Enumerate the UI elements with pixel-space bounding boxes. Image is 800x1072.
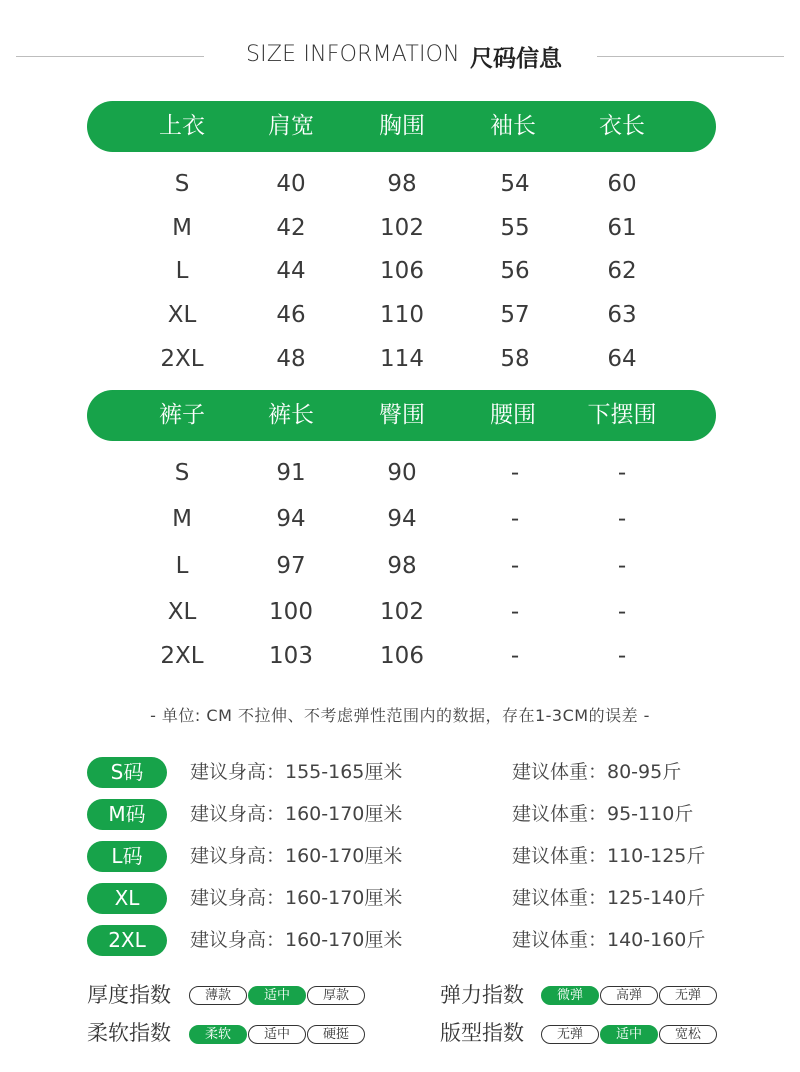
top-table-cell: 42 <box>276 215 306 241</box>
pants-table-cell: 102 <box>380 599 424 625</box>
pants-header-cell: 下摆围 <box>587 402 657 428</box>
weight-recommendation: 建议体重：110-125斤 <box>512 845 706 867</box>
pants-table-cell: - <box>510 553 520 579</box>
top-table-cell: S <box>174 171 190 197</box>
top-table-cell: 110 <box>380 302 424 328</box>
size-badge: XL <box>87 883 167 914</box>
fit-index-label: 版型指数 <box>440 1021 524 1045</box>
pants-table-cell: - <box>617 553 627 579</box>
thickness-option: 厚款 <box>307 986 365 1005</box>
elasticity-option: 微弹 <box>541 986 599 1005</box>
top-table-cell: 48 <box>276 346 306 372</box>
pants-table-cell: L <box>175 553 189 579</box>
top-table-cell: 114 <box>380 346 424 372</box>
pants-header-cell: 臀围 <box>379 402 425 428</box>
elasticity-option: 高弹 <box>600 986 658 1005</box>
top-table-cell: 98 <box>387 171 417 197</box>
weight-recommendation: 建议体重：140-160斤 <box>512 929 706 951</box>
top-table-cell: 61 <box>607 215 637 241</box>
pants-table-cell: 103 <box>269 643 313 669</box>
softness-index-label: 柔软指数 <box>87 1021 171 1045</box>
softness-option: 柔软 <box>189 1025 247 1044</box>
elasticity-index-label: 弹力指数 <box>440 983 524 1007</box>
pants-table-cell: 100 <box>269 599 313 625</box>
pants-table-cell: 106 <box>380 643 424 669</box>
height-recommendation: 建议身高：160-170厘米 <box>190 803 403 825</box>
top-table-cell: 63 <box>607 302 637 328</box>
height-recommendation: 建议身高：160-170厘米 <box>190 887 403 909</box>
title-rule-left <box>16 56 204 57</box>
thickness-option: 薄款 <box>189 986 247 1005</box>
top-table-cell: 102 <box>380 215 424 241</box>
pants-table-header <box>87 390 716 441</box>
height-recommendation: 建议身高：160-170厘米 <box>190 929 403 951</box>
size-badge: L码 <box>87 841 167 872</box>
pants-table-cell: - <box>510 506 520 532</box>
weight-recommendation: 建议体重：95-110斤 <box>512 803 694 825</box>
top-header-cell: 胸围 <box>379 113 425 139</box>
top-table-cell: XL <box>167 302 197 328</box>
top-table-cell: 62 <box>607 258 637 284</box>
weight-recommendation: 建议体重：125-140斤 <box>512 887 706 909</box>
pants-table-cell: - <box>617 506 627 532</box>
pants-table-cell: - <box>617 460 627 486</box>
top-table-cell: 106 <box>380 258 424 284</box>
top-table-cell: 46 <box>276 302 306 328</box>
thickness-index-label: 厚度指数 <box>87 983 171 1007</box>
pants-table-cell: 94 <box>276 506 306 532</box>
fit-option: 无弹 <box>541 1025 599 1044</box>
weight-recommendation: 建议体重：80-95斤 <box>512 761 682 783</box>
elasticity-option: 无弹 <box>659 986 717 1005</box>
pants-table-cell: - <box>510 643 520 669</box>
fit-option: 宽松 <box>659 1025 717 1044</box>
top-table-cell: 58 <box>500 346 530 372</box>
pants-table-cell: - <box>510 599 520 625</box>
pants-header-cell: 裤长 <box>268 402 314 428</box>
unit-note: - 单位: CM 不拉伸、不考虑弹性范围内的数据，存在1-3CM的误差 - <box>150 706 650 725</box>
softness-option: 硬挺 <box>307 1025 365 1044</box>
pants-table-cell: - <box>617 643 627 669</box>
top-table-cell: 64 <box>607 346 637 372</box>
pants-table-cell: 97 <box>276 553 306 579</box>
size-badge: S码 <box>87 757 167 788</box>
top-table-cell: 57 <box>500 302 530 328</box>
fit-option: 适中 <box>600 1025 658 1044</box>
top-table-cell: M <box>172 215 192 241</box>
size-badge: 2XL <box>87 925 167 956</box>
top-table-header <box>87 101 716 152</box>
top-table-cell: 54 <box>500 171 530 197</box>
top-header-cell: 袖长 <box>490 113 536 139</box>
page-title-en: SIZE INFORMATION <box>246 42 460 67</box>
top-table-cell: 55 <box>500 215 530 241</box>
height-recommendation: 建议身高：155-165厘米 <box>190 761 403 783</box>
pants-table-cell: 91 <box>276 460 306 486</box>
pants-table-cell: 98 <box>387 553 417 579</box>
softness-option: 适中 <box>248 1025 306 1044</box>
top-header-cell: 衣长 <box>599 113 645 139</box>
size-badge: M码 <box>87 799 167 830</box>
height-recommendation: 建议身高：160-170厘米 <box>190 845 403 867</box>
pants-header-cell: 裤子 <box>159 402 205 428</box>
top-table-cell: 60 <box>607 171 637 197</box>
thickness-option: 适中 <box>248 986 306 1005</box>
pants-table-cell: M <box>172 506 192 532</box>
pants-table-cell: 94 <box>387 506 417 532</box>
page-title-cn: 尺码信息 <box>470 46 562 72</box>
top-header-cell: 上衣 <box>159 113 205 139</box>
top-header-cell: 肩宽 <box>268 113 314 139</box>
pants-table-cell: 90 <box>387 460 417 486</box>
pants-table-cell: - <box>510 460 520 486</box>
top-table-cell: 44 <box>276 258 306 284</box>
pants-table-cell: - <box>617 599 627 625</box>
pants-table-cell: S <box>174 460 190 486</box>
pants-header-cell: 腰围 <box>490 402 536 428</box>
title-rule-right <box>597 56 784 57</box>
top-table-cell: 2XL <box>160 346 204 372</box>
pants-table-cell: 2XL <box>160 643 204 669</box>
top-table-cell: 56 <box>500 258 530 284</box>
top-table-cell: L <box>175 258 189 284</box>
top-table-cell: 40 <box>276 171 306 197</box>
pants-table-cell: XL <box>167 599 197 625</box>
